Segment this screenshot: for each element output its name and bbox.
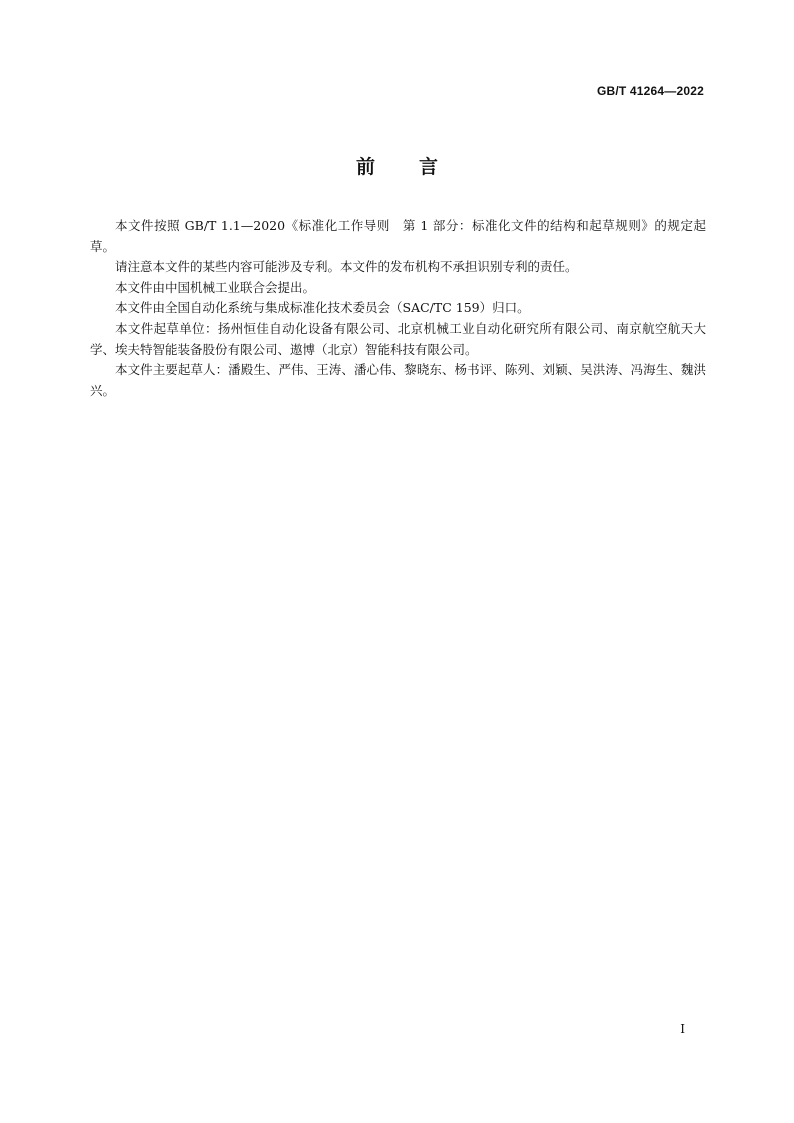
paragraph-main-drafters: 本文件主要起草人：潘殿生、严伟、王涛、潘心伟、黎晓东、杨书评、陈列、刘颖、吴洪涛、冯海生、魏洪兴。 [90, 362, 706, 398]
page-title: 前言 [355, 156, 482, 178]
paragraph-proposed-by: 本文件由中国机械工业联合会提出。 [115, 279, 316, 295]
standard-code: GB/T 41264—2022 [596, 84, 704, 98]
page-number: I [680, 1022, 685, 1036]
paragraph-drafting-organizations: 本文件起草单位：扬州恒佳自动化设备有限公司、北京机械工业自动化研究所有限公司、南京航空航天大学、埃夫特智能装备股份有限公司、遨博（北京）智能科技有限公司。 [90, 320, 706, 357]
paragraph-under-jurisdiction: 本文件由全国自动化系统与集成标准化技术委员会（SAC/TC 159）归口。 [115, 300, 530, 316]
foreword-body [90, 216, 706, 401]
paragraph-drafting-rules: 本文件按照 GB/T 1.1—2020《标准化工作导则 第 1 部分：标准化文件的结构和起草规则》的规定起草。 [90, 218, 706, 254]
paragraph-patent-notice: 请注意本文件的某些内容可能涉及专利。本文件的发布机构不承担识别专利的责任。 [115, 259, 578, 275]
